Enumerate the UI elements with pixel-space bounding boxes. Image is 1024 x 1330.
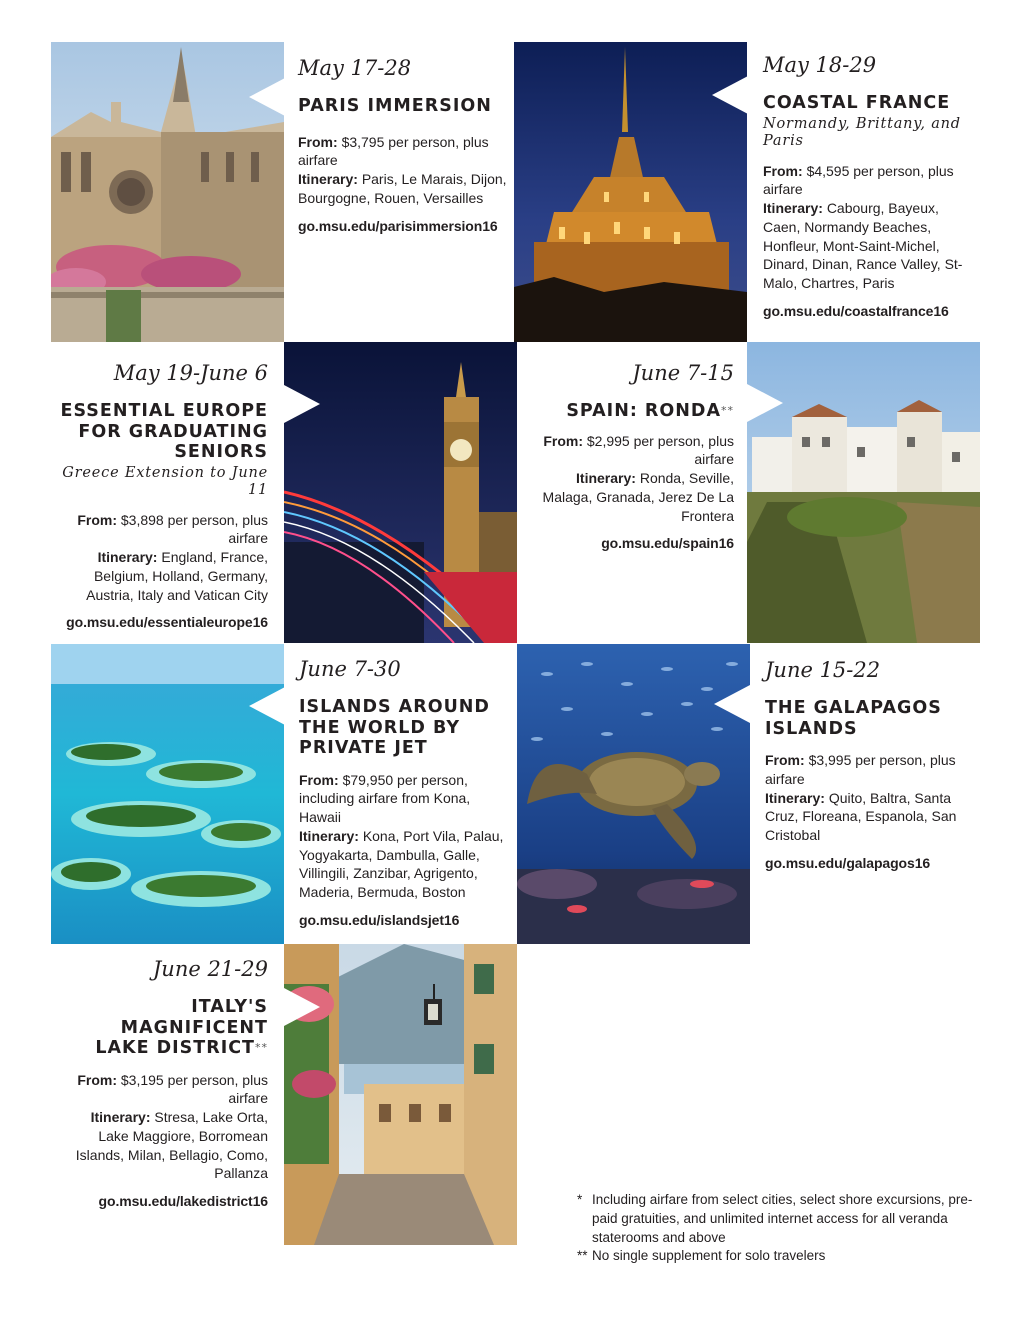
trip-spain-ronda bbox=[534, 361, 734, 551]
itinerary-text: England, France, Belgium, Holland, Germany, Austria, Italy and Vatican City bbox=[86, 549, 268, 603]
trip-date: May 18-29 bbox=[763, 53, 877, 77]
trip-title: PARIS IMMERSION bbox=[298, 96, 492, 116]
trip-details bbox=[763, 162, 963, 294]
trip-link[interactable]: go.msu.edu/essentialeurope16 bbox=[66, 614, 268, 631]
from-text: $3,795 per person, plus airfare bbox=[298, 133, 489, 169]
trip-date: June 21-29 bbox=[152, 957, 268, 981]
from-text: $79,950 per person, including airfare from Kona, Hawaii bbox=[299, 771, 471, 826]
asterisk-mark: ** bbox=[255, 1041, 268, 1054]
pointer-notch bbox=[747, 384, 783, 422]
trip-link[interactable]: go.msu.edu/parisimmersion16 bbox=[298, 217, 498, 234]
itinerary-text: Kona, Port Vila, Palau, Yogyakarta, Dambulla, Galle, Villingili, Zanzibar, Agrigento, Maderia, Bermuda, Boston bbox=[299, 827, 504, 901]
from-label: From: bbox=[298, 133, 338, 150]
trip-date: May 17-28 bbox=[298, 56, 412, 80]
itinerary-label: Itinerary: bbox=[765, 789, 825, 806]
from-label: From: bbox=[765, 752, 805, 768]
pointer-notch bbox=[249, 687, 285, 725]
trip-date: June 15-22 bbox=[765, 658, 881, 682]
from-label: From: bbox=[77, 1071, 117, 1088]
pointer-notch bbox=[284, 385, 320, 423]
footnote-text: Including airfare from select cities, select shore excursions, pre-paid gratuities, and unlimited internet access for all veranda staterooms and above bbox=[592, 1192, 973, 1245]
trip-coastal-france bbox=[763, 53, 963, 319]
pointer-notch bbox=[712, 76, 748, 114]
trip-galapagos bbox=[765, 658, 965, 871]
trip-title: ESSENTIAL EUROPE FOR GRADUATING SENIORS bbox=[60, 401, 268, 462]
itinerary-text: Stresa, Lake Orta, Lake Maggiore, Borromean Islands, Milan, Bellagio, Como, Pallanza bbox=[75, 1109, 268, 1182]
trip-date: June 7-30 bbox=[299, 657, 401, 681]
pointer-notch bbox=[714, 685, 750, 723]
from-label: From: bbox=[543, 432, 583, 449]
trip-italy-lake-district bbox=[60, 957, 268, 1209]
trip-link[interactable]: go.msu.edu/lakedistrict16 bbox=[98, 1193, 268, 1210]
trip-details bbox=[52, 511, 268, 605]
trip-date: June 7-15 bbox=[632, 361, 734, 385]
footnote-mark: ** bbox=[577, 1248, 588, 1264]
from-label: From: bbox=[299, 771, 339, 788]
trip-details bbox=[60, 1071, 268, 1184]
trip-title: COASTAL FRANCE bbox=[763, 93, 951, 113]
footnote-item bbox=[577, 1247, 977, 1266]
from-label: From: bbox=[763, 162, 803, 179]
itinerary-text: Quito, Baltra, Santa Cruz, Floreana, Espanola, San Cristobal bbox=[765, 789, 957, 844]
trip-title: ITALY'S MAGNIFICENT LAKE DISTRICT** bbox=[95, 997, 268, 1058]
itinerary-label: Itinerary: bbox=[298, 171, 358, 188]
from-label: From: bbox=[77, 511, 117, 528]
trip-subtitle: Greece Extension to June 11 bbox=[62, 464, 268, 498]
trip-details bbox=[299, 771, 511, 903]
from-text: $2,995 per person, plus airfare bbox=[586, 432, 734, 468]
trip-details bbox=[534, 432, 734, 526]
itinerary-label: Itinerary: bbox=[299, 827, 359, 844]
from-text: $3,898 per person, plus airfare bbox=[120, 511, 268, 547]
footnote-item bbox=[577, 1191, 977, 1247]
footnotes bbox=[577, 1191, 977, 1266]
itinerary-text: Cabourg, Bayeux, Caen, Normandy Beaches, Honfleur, Mont-Saint-Michel, Dinard, Dinan, Rance Valley, St-Malo, Chartres, Paris bbox=[763, 200, 963, 292]
from-text: $3,995 per person, plus airfare bbox=[765, 752, 956, 787]
footnote-text: No single supplement for solo travelers bbox=[592, 1248, 826, 1264]
itinerary-text: Paris, Le Marais, Dijon, Bourgogne, Rouen, Versailles bbox=[298, 171, 507, 206]
trip-title: ISLANDS AROUND THE WORLD BY PRIVATE JET bbox=[299, 697, 490, 758]
trip-link[interactable]: go.msu.edu/spain16 bbox=[601, 535, 734, 552]
trip-date: May 19-June 6 bbox=[113, 361, 268, 385]
itinerary-label: Itinerary: bbox=[763, 200, 823, 217]
trip-link[interactable]: go.msu.edu/coastalfrance16 bbox=[763, 303, 949, 320]
trip-title: SPAIN: RONDA** bbox=[566, 401, 734, 421]
footnote-mark: * bbox=[577, 1192, 583, 1207]
trip-subtitle: Normandy, Brittany, and Paris bbox=[763, 115, 961, 149]
itinerary-label: Itinerary: bbox=[90, 1109, 151, 1126]
trip-link[interactable]: go.msu.edu/islandsjet16 bbox=[299, 912, 460, 929]
trip-islands-private-jet bbox=[299, 657, 511, 928]
itinerary-label: Itinerary: bbox=[97, 549, 158, 566]
from-text: $3,195 per person, plus airfare bbox=[120, 1071, 268, 1107]
trip-link[interactable]: go.msu.edu/galapagos16 bbox=[765, 854, 931, 871]
trip-essential-europe bbox=[52, 361, 268, 630]
itinerary-text: Ronda, Seville, Malaga, Granada, Jerez De La Frontera bbox=[542, 470, 734, 524]
itinerary-label: Itinerary: bbox=[576, 470, 636, 487]
trip-paris-immersion bbox=[298, 56, 510, 234]
pointer-notch bbox=[284, 988, 320, 1026]
trip-details bbox=[298, 133, 510, 208]
pointer-notch bbox=[249, 78, 285, 116]
trip-title: THE GALAPAGOS ISLANDS bbox=[765, 698, 942, 739]
asterisk-mark: ** bbox=[721, 404, 734, 417]
from-text: $4,595 per person, plus airfare bbox=[763, 162, 954, 198]
trip-details bbox=[765, 751, 965, 845]
